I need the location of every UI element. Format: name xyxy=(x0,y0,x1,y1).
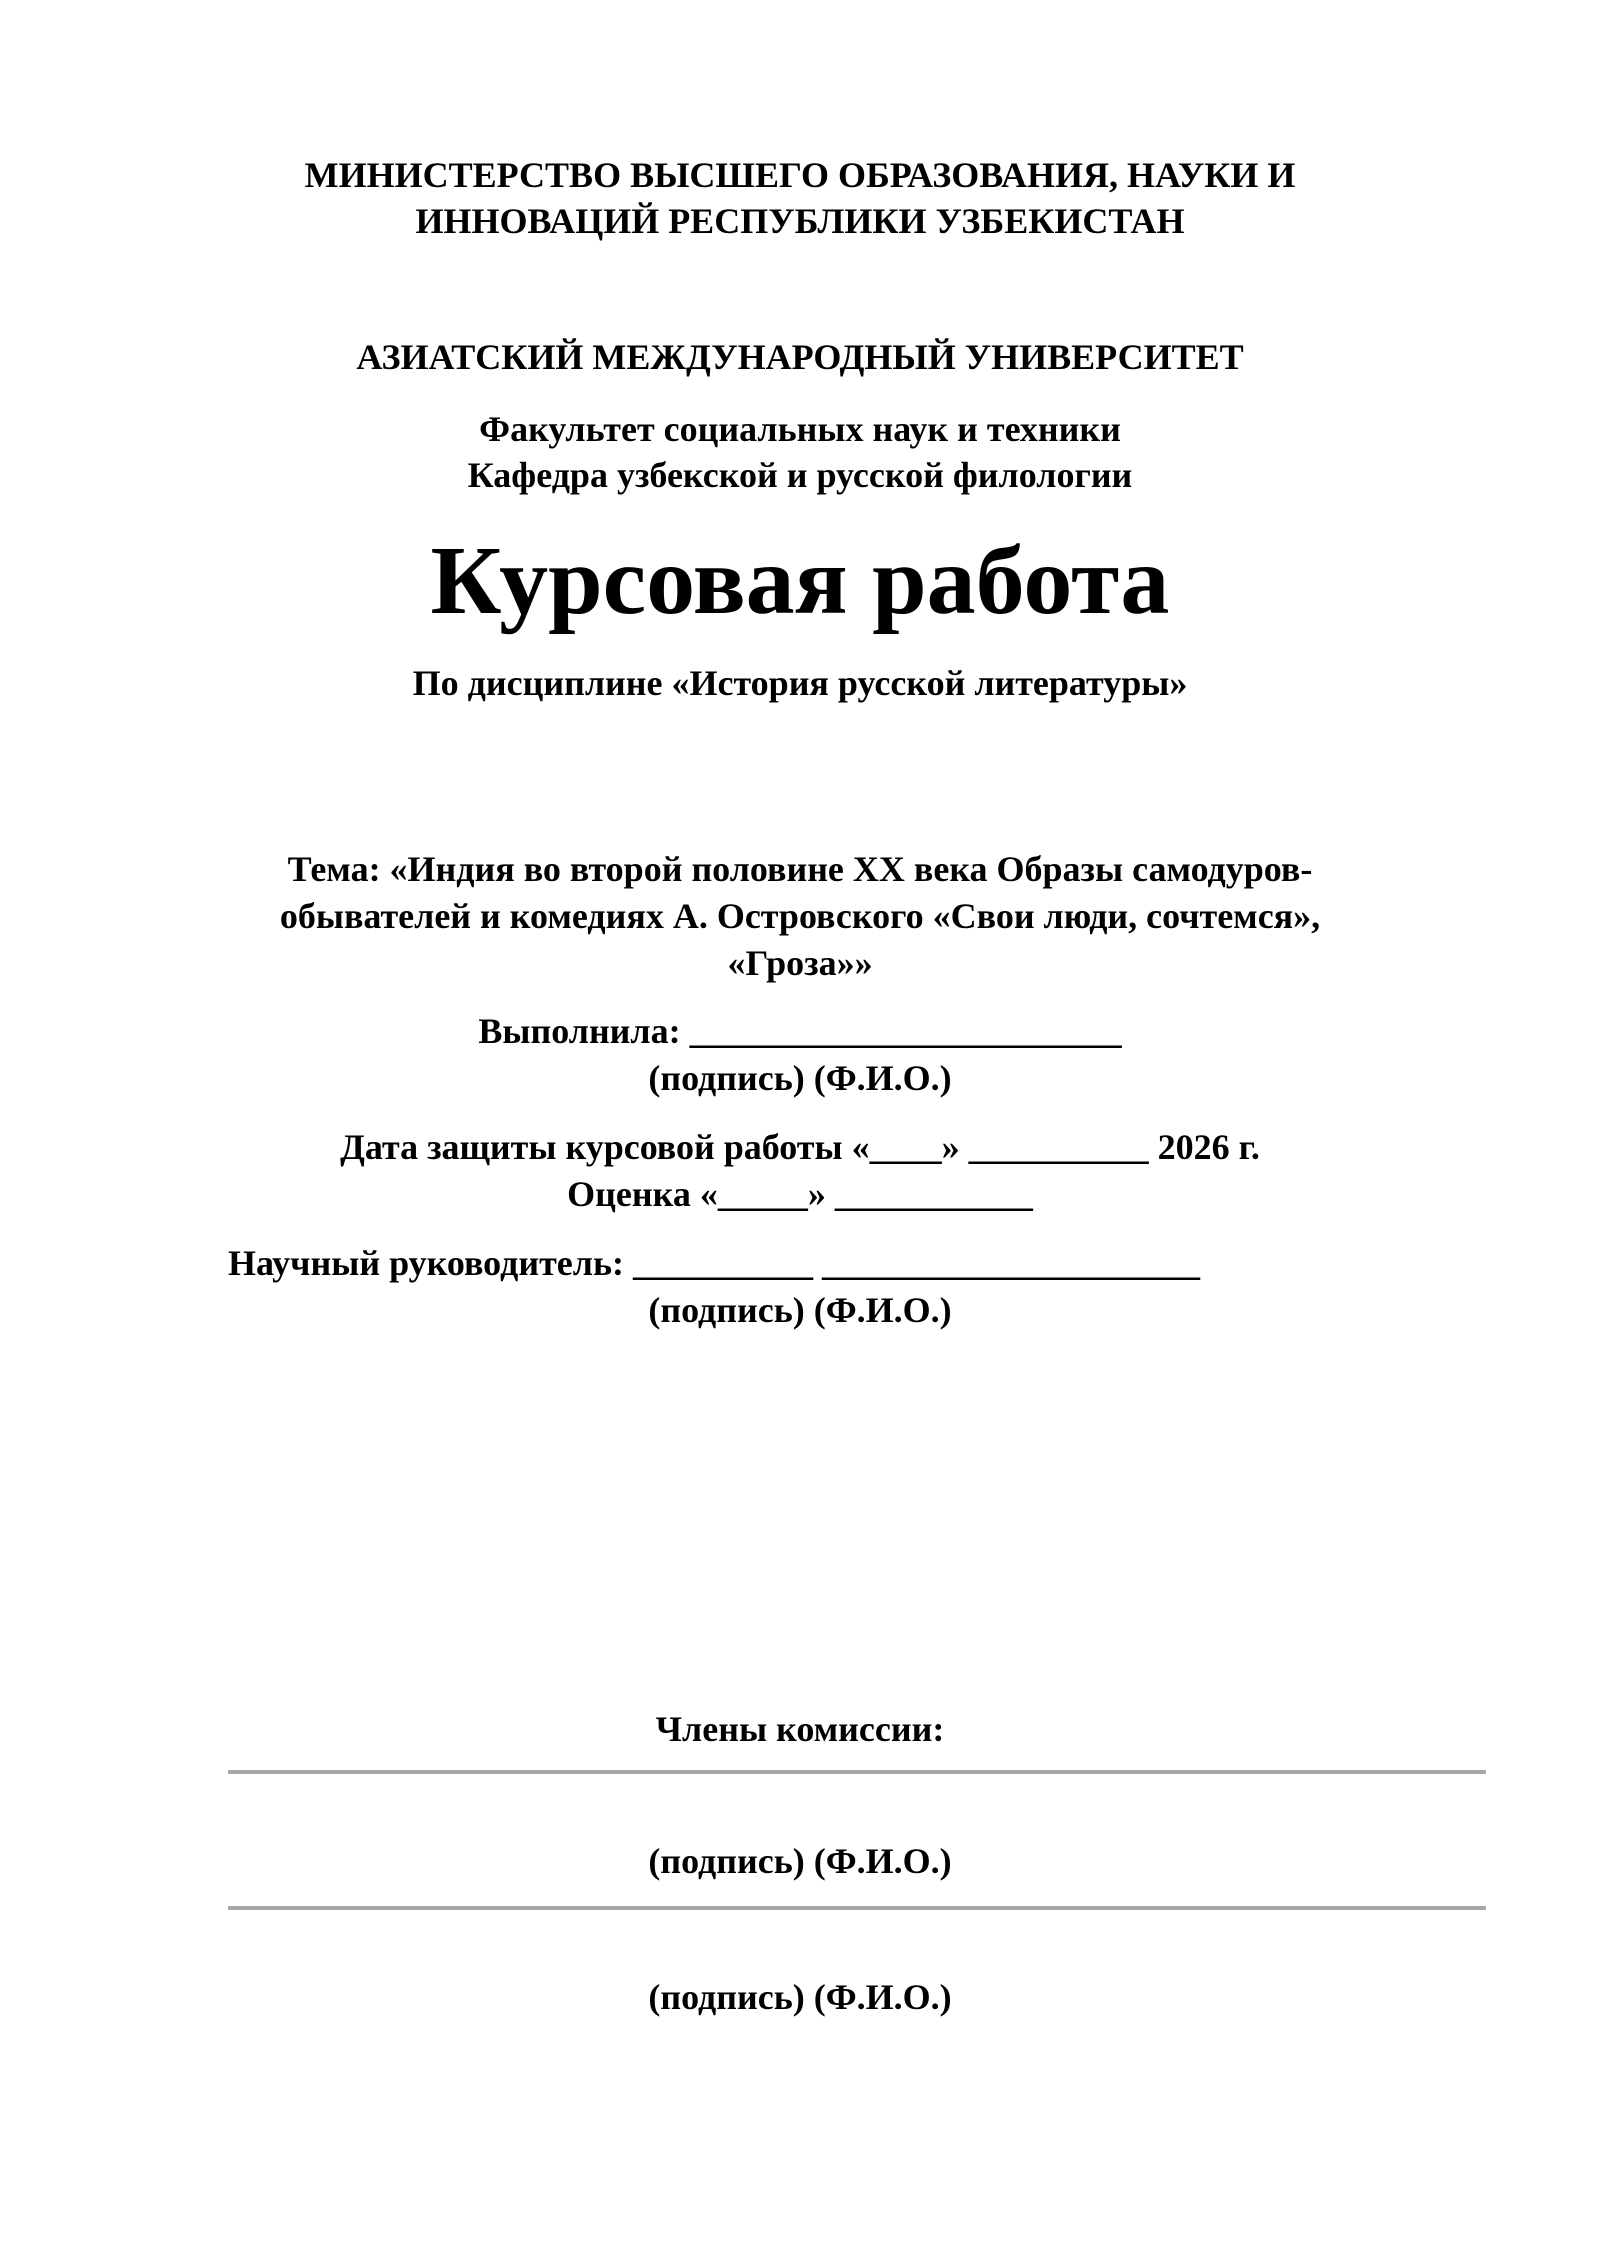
supervisor-signature-line: Научный руководитель: __________ _____________________ xyxy=(228,1243,1200,1283)
student-signature-line: Выполнила: ________________________ xyxy=(478,1011,1122,1051)
ministry-line-1: МИНИСТЕРСТВО ВЫСШЕГО ОБРАЗОВАНИЯ, НАУКИ И xyxy=(304,155,1296,195)
grade-line: Оценка «_____» ___________ xyxy=(567,1174,1033,1214)
department-name: Кафедра узбекской и русской филологии xyxy=(467,455,1133,495)
commission-member-caption-1: (подпись) (Ф.И.О.) xyxy=(648,1841,952,1881)
university-name: АЗИАТСКИЙ МЕЖДУНАРОДНЫЙ УНИВЕРСИТЕТ xyxy=(356,337,1244,377)
topic-line-1: Тема: «Индия во второй половине XX века Образы самодуров- xyxy=(287,849,1313,889)
faculty-name: Факультет социальных наук и техники xyxy=(479,409,1121,449)
document-title: Курсовая работа xyxy=(430,527,1170,635)
discipline-line: По дисциплине «История русской литературы» xyxy=(412,663,1188,703)
supervisor-signature-caption: (подпись) (Ф.И.О.) xyxy=(648,1290,952,1330)
defense-date-line: Дата защиты курсовой работы «____» __________ 2026 г. xyxy=(340,1127,1260,1167)
topic-line-3: «Гроза»» xyxy=(727,943,873,983)
commission-rule-2 xyxy=(228,1906,1486,1910)
commission-heading: Члены комиссии: xyxy=(655,1709,945,1749)
student-signature-caption: (подпись) (Ф.И.О.) xyxy=(648,1058,952,1098)
commission-rule-1 xyxy=(228,1770,1486,1774)
ministry-line-2: ИННОВАЦИЙ РЕСПУБЛИКИ УЗБЕКИСТАН xyxy=(415,201,1185,241)
topic-line-2: обывателей и комедиях А. Островского «Свои люди, сочтемся», xyxy=(279,896,1321,936)
commission-member-caption-2: (подпись) (Ф.И.О.) xyxy=(648,1977,952,2017)
